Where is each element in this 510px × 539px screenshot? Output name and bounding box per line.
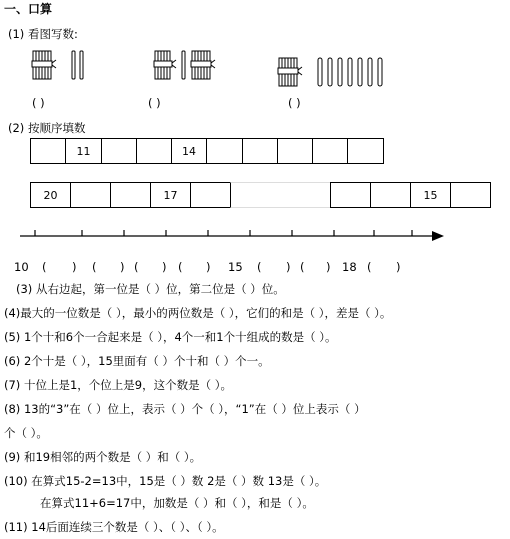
- numberline-blank[interactable]: (: [178, 260, 183, 274]
- sequence-cell: 15: [410, 182, 451, 208]
- question-10: (10) 在算式15-2=13中，15是（ ）数 2是（ ）数 13是（ ）。: [4, 474, 327, 488]
- q2-title: (2) 按顺序填数: [8, 121, 86, 135]
- numberline-blank[interactable]: (: [300, 260, 305, 274]
- numberline-blank[interactable]: ): [72, 260, 77, 274]
- q1-title: (1) 看图写数:: [8, 27, 78, 41]
- section-heading: 一、口算: [4, 2, 53, 16]
- numberline-label: 15: [228, 260, 243, 274]
- numberline-label: 10: [14, 260, 29, 274]
- numberline-blank[interactable]: ): [396, 260, 401, 274]
- sequence-cell: 17: [150, 182, 191, 208]
- question-6: (6) 2个十是（ ），15里面有（ ）个十和（ ）个一。: [4, 354, 270, 368]
- arrow-head-icon: [432, 231, 444, 241]
- question-10-second-line: 在算式11+6=17中，加数是（ ）和（ ），和是（ ）。: [40, 496, 314, 510]
- question-11: (11) 14后面连续三个数是（ ）、（ ）、（ ）。: [4, 520, 224, 534]
- numberline-blank[interactable]: (: [367, 260, 372, 274]
- numberline-blank[interactable]: (: [134, 260, 139, 274]
- numberline-blank[interactable]: ): [120, 260, 125, 274]
- sequence-cell: 20: [30, 182, 71, 208]
- numberline-blank[interactable]: ): [286, 260, 291, 274]
- question-7: (7) 十位上是1，个位上是9，这个数是（ ）。: [4, 378, 232, 392]
- numberline-label: 18: [342, 260, 357, 274]
- question-4: (4)最大的一位数是（ ），最小的两位数是（ ），它们的和是（ ），差是（ ）。: [4, 306, 392, 320]
- sequence-cell: 14: [171, 138, 207, 164]
- q1-answer-2[interactable]: ( ): [148, 96, 161, 110]
- numberline-blank[interactable]: (: [42, 260, 47, 274]
- numberline-blank[interactable]: (: [92, 260, 97, 274]
- question-8: (8) 13的“3”在（ ）位上，表示（ ）个（ ），“1”在（ ）位上表示（ ）: [4, 402, 366, 416]
- number-line: [0, 0, 510, 260]
- numberline-blank[interactable]: ): [206, 260, 211, 274]
- numberline-blank[interactable]: ): [162, 260, 167, 274]
- q1-answer-3[interactable]: ( ): [288, 96, 301, 110]
- question-9: (9) 和19相邻的两个数是（ ）和（ ）。: [4, 450, 202, 464]
- question-5: (5) 1个十和6个一合起来是（ ），4个一和1个十组成的数是（ ）。: [4, 330, 337, 344]
- numberline-blank[interactable]: (: [257, 260, 262, 274]
- numberline-blank[interactable]: ): [326, 260, 331, 274]
- question-3: (3) 从右边起，第一位是（ ）位，第二位是（ ）位。: [16, 282, 285, 296]
- sequence-cell: 11: [65, 138, 102, 164]
- question-8-continued: 个（ ）。: [4, 426, 48, 440]
- q1-answer-1[interactable]: ( ): [32, 96, 45, 110]
